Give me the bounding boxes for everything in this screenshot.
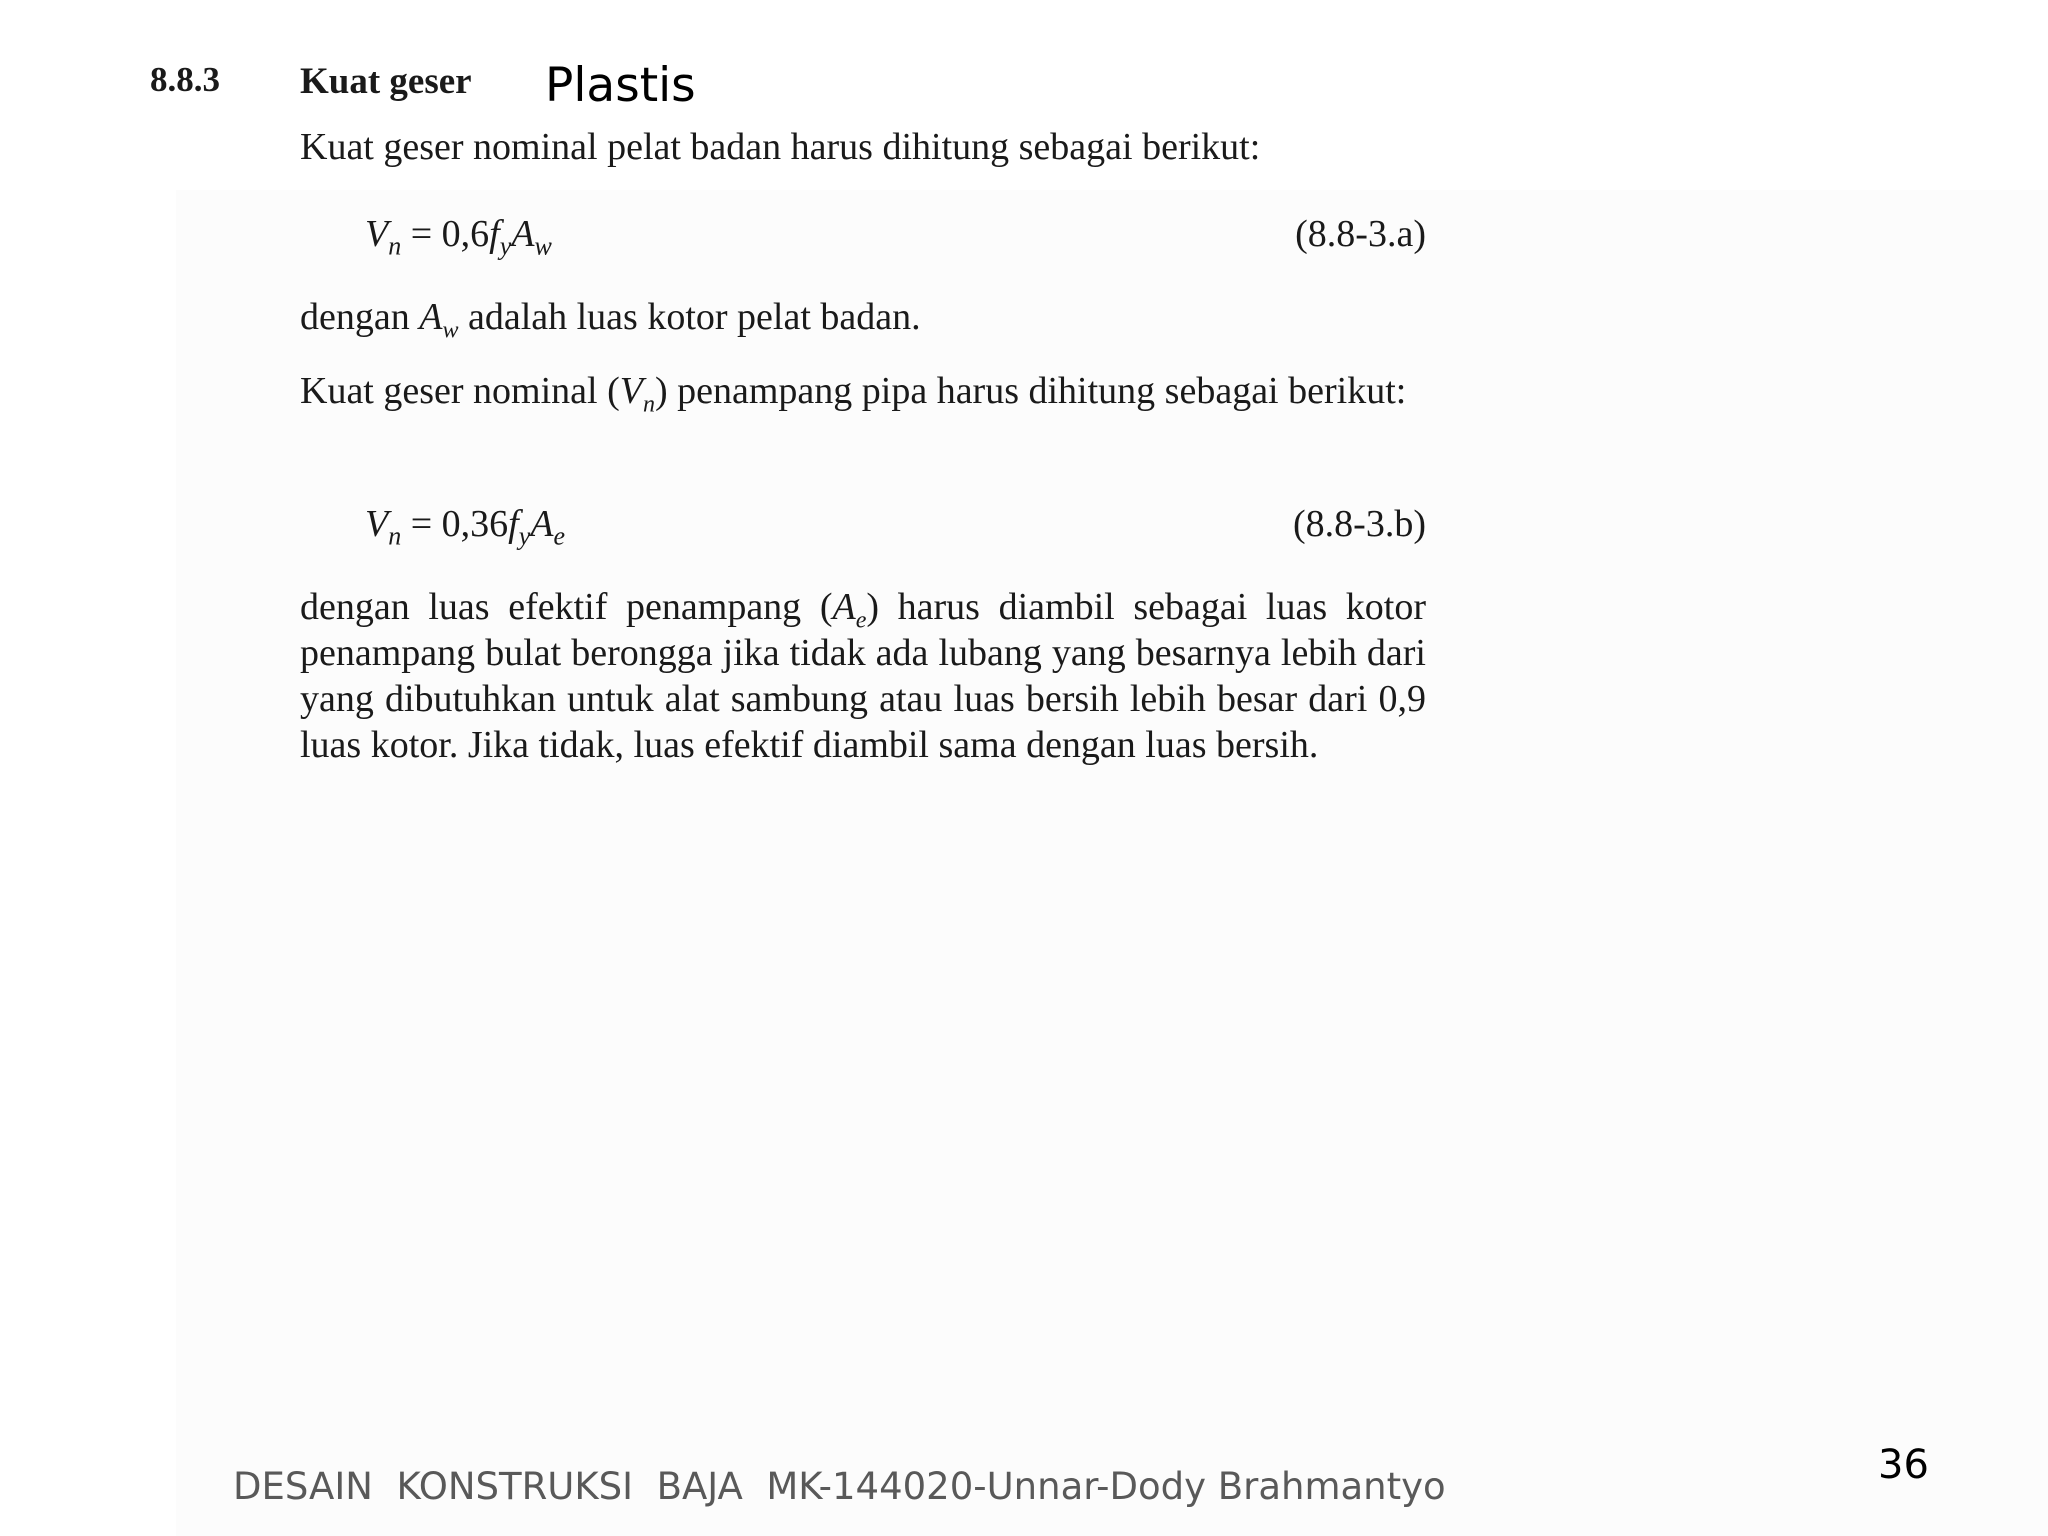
eq-coefficient: 0,6 <box>441 213 490 255</box>
paragraph-pipe-shear <box>300 368 1426 418</box>
p2-variable-sub: w <box>442 317 459 344</box>
section-title: Kuat geser <box>300 61 472 102</box>
eq-lhs: V <box>365 503 389 545</box>
page-number: 36 <box>1878 1442 1929 1488</box>
p4-variable-sub: e <box>855 607 867 634</box>
eq-coefficient: 0,36 <box>441 503 509 545</box>
eq-area-sub: w <box>534 231 552 261</box>
p2-suffix: adalah luas kotor pelat badan. <box>458 296 921 338</box>
p3-variable-sub: n <box>642 391 655 418</box>
equation-formula <box>365 502 566 551</box>
eq-area: A <box>530 503 554 545</box>
equation-label: (8.8-3.b) <box>1293 503 1426 545</box>
eq-area-sub: e <box>553 521 566 551</box>
eq-equals: = <box>401 213 442 255</box>
equation-label: (8.8-3.a) <box>1295 213 1426 255</box>
equation-8-8-3-a <box>365 212 1426 268</box>
paragraph-intro: Kuat geser nominal pelat badan harus dihitung sebagai berikut: <box>300 126 1261 168</box>
eq-area: A <box>511 213 535 255</box>
p3-suffix: ) penampang pipa harus dihitung sebagai berikut: <box>654 370 1407 412</box>
section-added-title: Plastis <box>545 58 696 113</box>
eq-lhs-sub: n <box>388 521 402 551</box>
eq-lhs: V <box>365 213 389 255</box>
p2-prefix: dengan <box>300 296 420 338</box>
eq-f-sub: y <box>518 521 531 551</box>
p4-suffix: ) harus diambil sebagai luas kotor penampang bulat berongga jika tidak ada lubang yang besarnya lebih dari yang dibutuhkan untuk alat sambung atau luas bersih lebih besar dari 0,9 luas kotor. Jika tidak, luas efektif diambil sama dengan luas bersih. <box>300 586 1426 766</box>
paragraph-aw-definition <box>300 294 1426 344</box>
paragraph-effective-area <box>300 584 1426 768</box>
p4-prefix: dengan luas efektif penampang ( <box>300 586 833 628</box>
p3-prefix: Kuat geser nominal ( <box>300 370 620 412</box>
eq-f: f <box>508 503 519 545</box>
section-number: 8.8.3 <box>150 60 220 99</box>
eq-f: f <box>489 213 500 255</box>
eq-equals: = <box>401 503 442 545</box>
eq-lhs-sub: n <box>388 231 402 261</box>
slide-footer: DESAIN KONSTRUKSI BAJA MK-144020-Unnar-Dody Brahmantyo <box>233 1465 1446 1508</box>
p2-variable: A <box>419 296 443 338</box>
eq-f-sub: y <box>499 231 512 261</box>
p4-variable: A <box>832 586 856 628</box>
equation-8-8-3-b <box>365 502 1426 558</box>
p3-variable: V <box>619 370 643 412</box>
equation-formula <box>365 212 552 261</box>
